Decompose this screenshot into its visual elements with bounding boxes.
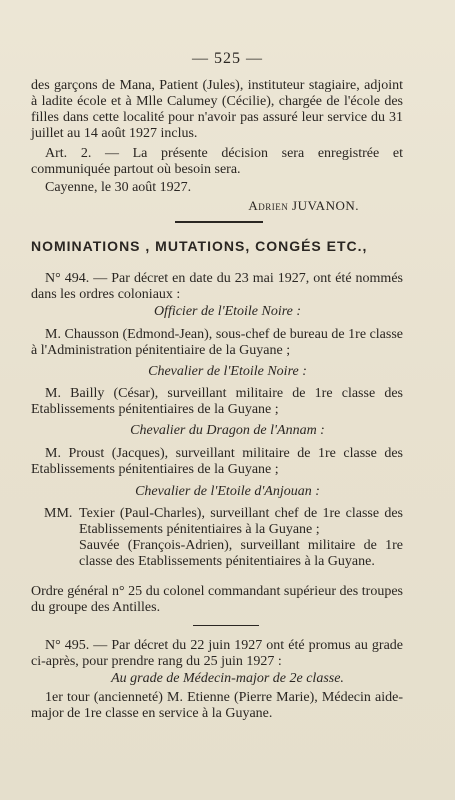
separator-rule-small xyxy=(193,625,259,626)
order-entry-sauvee: Sauvée (François-Adrien), surveillant militaire de 1re classe des Etablissements pénitentiaires à la Guyane. xyxy=(79,538,403,569)
paragraph-continuation: des garçons de Mana, Patient (Jules), instituteur stagiaire, adjoint à ladite école et à Mlle Calumey (Cécilie), chargée de l'école des filles dans cette localité pour n'avoir pas assuré leur service du 31 juillet au 14 août 1927 inclus. xyxy=(31,78,403,141)
order-heading-chevalier-etoile-noire: Chevalier de l'Etoile Noire : xyxy=(148,364,307,379)
order-entry-texier: Texier (Paul-Charles), surveillant chef de 1re classe des Etablissements pénitentiaires à la Guyane ; xyxy=(79,506,403,537)
page-number: — 525 — xyxy=(192,50,263,67)
place-date: Cayenne, le 30 août 1927. xyxy=(45,180,192,195)
general-order-paragraph: Ordre général n° 25 du colonel commandant supérieur des troupes du groupe des Antilles. xyxy=(31,584,403,615)
signature-name: Adrien JUVANON. xyxy=(248,198,359,213)
grade-entry-etienne: 1er tour (ancienneté) M. Etienne (Pierre Marie), Médecin aide-major de 1re classe en service à la Guyane. xyxy=(31,690,403,721)
mm-label: MM. xyxy=(44,506,73,521)
section-title: NOMINATIONS , MUTATIONS, CONGÉS ETC., xyxy=(31,238,368,254)
order-heading-officier-etoile-noire: Officier de l'Etoile Noire : xyxy=(153,304,302,319)
order-entry-proust: M. Proust (Jacques), surveillant militaire de 1re classe des Etablissements pénitentiaires de la Guyane ; xyxy=(31,446,403,477)
decree-495-paragraph: N° 495. — Par décret du 22 juin 1927 ont été promus au grade ci-après, pour prendre rang du 25 juin 1927 : xyxy=(31,638,403,669)
separator-rule xyxy=(175,221,263,223)
grade-heading: Au grade de Médecin-major de 2e classe. xyxy=(111,671,344,686)
order-entry-chausson: M. Chausson (Edmond-Jean), sous-chef de bureau de 1re classe à l'Administration pénitentiaire de la Guyane ; xyxy=(31,327,403,358)
decree-494-paragraph: N° 494. — Par décret en date du 23 mai 1927, ont été nommés dans les ordres coloniaux : xyxy=(31,271,403,302)
order-entry-bailly: M. Bailly (César), surveillant militaire de 1re classe des Etablissements pénitentiaires de la Guyane ; xyxy=(31,386,403,417)
order-heading-dragon-annam: Chevalier du Dragon de l'Annam : xyxy=(130,423,325,438)
article-2-paragraph: Art. 2. — La présente décision sera enregistrée et communiquée partout où besoin sera. xyxy=(31,146,403,177)
order-heading-etoile-anjouan: Chevalier de l'Etoile d'Anjouan : xyxy=(135,484,320,499)
